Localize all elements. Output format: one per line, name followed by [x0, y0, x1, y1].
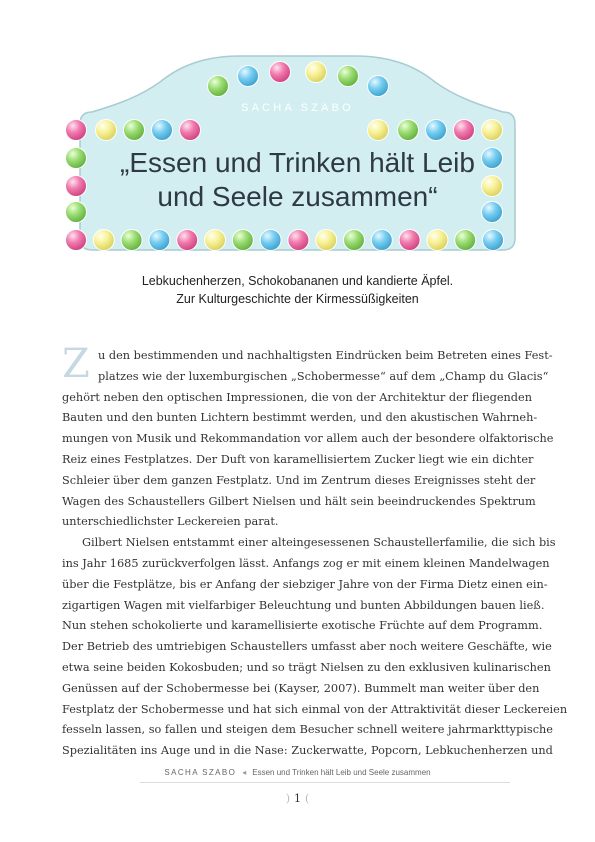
light-bulb-icon — [427, 230, 448, 251]
light-bulb-icon — [96, 120, 117, 141]
drop-cap: Z — [62, 341, 90, 387]
page-number — [0, 792, 595, 805]
light-bulb-icon — [93, 230, 114, 251]
bracket-right-icon: ( — [305, 792, 310, 805]
light-bulb-icon — [426, 120, 447, 141]
text-line: etwa seine beiden Kokosbuden; und so trägt Nielsen zu den exklusiven kulinarischen — [62, 660, 551, 674]
light-bulb-icon — [238, 66, 259, 87]
light-bulb-icon — [368, 76, 389, 97]
text-line: mungen von Musik und Rekommandation vor allem auch der besondere olfaktorische — [62, 432, 554, 446]
light-bulb-icon — [66, 230, 87, 251]
light-bulb-icon — [205, 230, 226, 251]
light-bulb-icon — [270, 62, 291, 83]
light-bulb-icon — [371, 230, 392, 251]
text-line: Nun stehen schokolierte und karamellisierte exotische Früchte auf dem Programm. — [62, 619, 543, 633]
light-bulb-icon — [260, 230, 281, 251]
text-line: Der Betrieb des umtriebigen Schaustellers umfasst aber noch weitere Geschäfte, wie — [62, 640, 552, 654]
light-bulb-icon — [455, 230, 476, 251]
text-line: u den bestimmenden und nachhaltigsten Eindrücken beim Betreten eines Fest- — [98, 349, 553, 362]
light-bulb-icon — [180, 120, 201, 141]
subtitle-line: Zur Kulturgeschichte der Kirmessüßigkeiten — [176, 292, 419, 306]
footer-rule — [140, 782, 510, 783]
article-body — [62, 341, 568, 762]
chapter-title-line: und Seele zusammen“ — [157, 181, 438, 212]
light-bulb-icon — [454, 120, 475, 141]
text-line: ins Jahr 1685 zurückverfolgen lässt. Anfangs zog er mit einem kleinen Mandelwagen — [62, 556, 550, 570]
text-line: Bauten und den bunten Lichtern bestimmt werden, und den akustischen Wahrneh- — [62, 411, 538, 425]
chapter-title — [70, 146, 525, 214]
bracket-left-icon: ) — [285, 792, 290, 805]
text-line: über die Festplätze, bis er Anfang der siebziger Jahre von der Firma Dietz einen ein- — [62, 577, 548, 591]
text-line: Spezialitäten ins Auge und in die Nase: Zuckerwatte, Popcorn, Lebkuchenherzen und — [62, 744, 553, 758]
light-bulb-icon — [177, 230, 198, 251]
text-line: Reiz eines Festplatzes. Der Duft von karamellisiertem Zucker liegt wie ein dichter — [62, 452, 534, 466]
footer-separator-icon: ◂ — [242, 768, 247, 777]
light-bulb-icon — [66, 120, 87, 141]
text-line: Wagen des Schaustellers Gilbert Nielsen und hält sein beeindruckendes Spektrum — [62, 494, 536, 508]
light-bulb-icon — [288, 230, 309, 251]
chapter-subtitle — [0, 272, 595, 308]
light-bulb-icon — [208, 76, 229, 97]
light-bulb-icon — [306, 62, 327, 83]
author-name: SACHA SZABO — [241, 102, 354, 114]
text-line: platzes wie der luxemburgischen „Schobermesse“ auf dem „Champ du Glacis“ — [98, 369, 549, 383]
light-bulb-icon — [152, 120, 173, 141]
footer-author: SACHA SZABO — [164, 768, 237, 777]
subtitle-line: Lebkuchenherzen, Schokobananen und kandierte Äpfel. — [141, 274, 454, 288]
title-sign-illustration — [0, 0, 595, 270]
running-footer — [0, 768, 595, 777]
text-line: Genüssen auf der Schobermesse bei (Kayser, 2007). Bummelt man weiter über den — [62, 681, 540, 695]
text-line: unterschiedlichster Leckereien parat. — [62, 515, 279, 529]
text-line: Gilbert Nielsen entstammt einer alteingesessenen Schaustellerfamilie, die sich bis — [82, 536, 556, 550]
footer-running-title: Essen und Trinken hält Leib und Seele zusammen — [252, 768, 431, 777]
light-bulb-icon — [482, 120, 503, 141]
light-bulb-icon — [232, 230, 253, 251]
light-bulb-icon — [483, 230, 504, 251]
light-bulb-icon — [344, 230, 365, 251]
light-bulb-icon — [149, 230, 170, 251]
text-line: zigartigen Wagen mit vielfarbiger Beleuchtung und bunten Abbildungen bauen ließ. — [62, 598, 545, 612]
chapter-title-line: „Essen und Trinken hält Leib — [120, 147, 475, 178]
text-line: fesseln lassen, so fallen und steigen dem Besucher schnell weitere jahrmarkttypische — [62, 723, 553, 737]
light-bulb-icon — [399, 230, 420, 251]
page-number-value: 1 — [294, 792, 301, 805]
text-line: Schleier über dem ganzen Festplatz. Und im Zentrum dieses Ereignisses steht der — [62, 473, 536, 487]
text-line: gehört neben den optischen Impressionen, die von der Architektur der fliegenden — [62, 390, 532, 404]
light-bulb-icon — [368, 120, 389, 141]
light-bulb-icon — [398, 120, 419, 141]
text-line: Festplatz der Schobermesse und hat sich einmal von der Attraktivität dieser Leckereien — [62, 702, 568, 716]
light-bulb-icon — [121, 230, 142, 251]
light-bulb-icon — [316, 230, 337, 251]
light-bulb-icon — [124, 120, 145, 141]
light-bulb-icon — [338, 66, 359, 87]
